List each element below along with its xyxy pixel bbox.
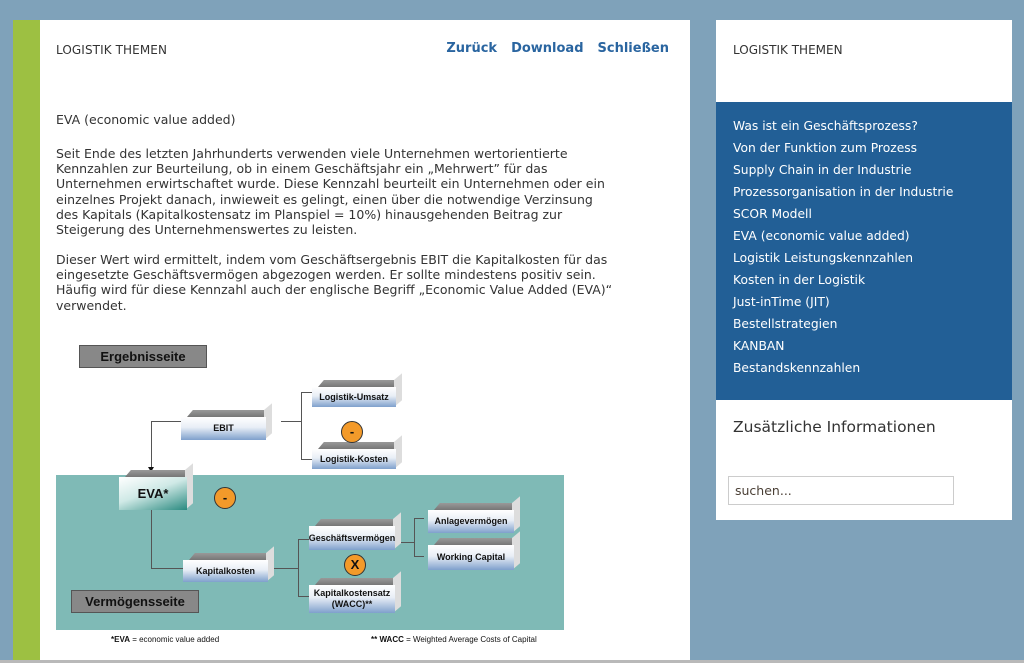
kapitalkosten-label: Kapitalkosten [183,560,268,582]
explanation-paragraph: Dieser Wert wird ermittelt, indem vom Geschäftsergebnis EBIT die Kapitalkosten für das eingesetzte Geschäftsvermögen abgezogen werden. Er sollte mindestens positiv sein. Häufig wird für diese Kennzahl auch der englische Begriff „Economic Value Added (EVA)“ verwendet. [56,252,613,313]
accent-bar [13,20,40,663]
sidebar-item-scor-modell[interactable]: SCOR Modell [733,207,812,221]
assets-side-label: Vermögensseite [71,590,199,613]
sidebar-item-kosten-logistik[interactable]: Kosten in der Logistik [733,273,866,287]
search-input[interactable] [728,476,954,505]
kapitalkosten-box [183,553,268,582]
sidebar [716,20,1012,520]
geschaeftsvermoegen-label: Geschäftsvermögen [309,526,395,550]
footnote-eva [111,635,219,644]
connector-line [414,518,415,557]
minus-operator-icon: - [214,487,236,509]
sidebar-item-leistungskennzahlen[interactable]: Logistik Leistungskennzahlen [733,251,914,265]
connector-line [414,556,424,557]
sidebar-item-bestandskennzahlen[interactable]: Bestandskennzahlen [733,361,861,375]
sidebar-item-eva[interactable]: EVA (economic value added) [733,229,910,243]
footnote-wacc-text: = Weighted Average Costs of Capital [403,635,537,644]
ebit-label: EBIT [181,417,266,440]
footnote-wacc [371,635,537,644]
kapitalkostensatz-label: Kapitalkostensatz (WACC)** [309,585,395,613]
logistik-kosten-box [312,442,396,469]
main-content [40,20,690,660]
download-link[interactable]: Download [511,41,584,56]
connector-line [301,392,302,460]
sidebar-item-supply-chain[interactable]: Supply Chain in der Industrie [733,163,912,177]
logistik-umsatz-label: Logistik-Umsatz [312,387,396,407]
footnote-wacc-term: ** WACC [371,635,404,644]
sidebar-item-geschaeftsprozess[interactable]: Was ist ein Geschäftsprozess? [733,119,918,133]
minus-operator-icon: - [341,421,363,443]
sidebar-title: LOGISTIK THEMEN [733,43,843,57]
sidebar-item-bestellstrategien[interactable]: Bestellstrategien [733,317,838,331]
sidebar-nav [716,102,1012,400]
back-link[interactable]: Zurück [446,41,498,56]
sidebar-item-kanban[interactable]: KANBAN [733,339,785,353]
results-side-label: Ergebnisseite [79,345,207,368]
connector-line [151,568,183,569]
eva-label: EVA* [119,477,187,510]
sidebar-item-funktion-prozess[interactable]: Von der Funktion zum Prozess [733,141,918,155]
main-title: LOGISTIK THEMEN [56,43,168,57]
kapitalkostensatz-box [309,578,395,613]
footnote-eva-term: *EVA [111,635,130,644]
connector-line [414,518,424,519]
ebit-box [181,410,266,440]
connector-line [281,421,301,422]
working-capital-label: Working Capital [428,545,514,570]
multiply-operator-icon: X [344,554,366,576]
top-links [446,41,669,56]
close-link[interactable]: Schließen [597,41,669,56]
working-capital-box [428,538,514,570]
page-heading: EVA (economic value added) [56,112,236,127]
eva-box [119,470,187,510]
intro-paragraph: Seit Ende des letzten Jahrhunderts verwenden viele Unternehmen wertorientierte Kennzahlen zur Beurteilung, ob in einem Geschäftsjahr ein „Mehrwert” für das Unternehmen erwirtschaftet wurde. Diese Kennzahl beurteilt ein Unternehmen oder ein einzelnes Projekt danach, inwieweit es gelingt, einen über die notwendige Verzinsung des Kapitals (Kapitalkostensatz im Planspiel = 10%) hinausgehenden Beitrag zur Steigerung des Unternehmenswertes zu leisten. [56,146,605,238]
anlagevermoegen-box [428,503,514,533]
footnote-eva-text: = economic value added [129,635,220,644]
logistik-umsatz-box [312,380,396,407]
connector-line [151,421,152,468]
additional-info-heading: Zusätzliche Informationen [733,418,936,436]
logistik-kosten-label: Logistik-Kosten [312,449,396,469]
geschaeftsvermoegen-box [309,519,395,550]
sidebar-item-prozessorganisation[interactable]: Prozessorganisation in der Industrie [733,185,954,199]
sidebar-item-jit[interactable]: Just-inTime (JIT) [733,295,830,309]
eva-diagram [56,330,566,644]
connector-line [298,539,299,597]
anlagevermoegen-label: Anlagevermögen [428,510,514,533]
